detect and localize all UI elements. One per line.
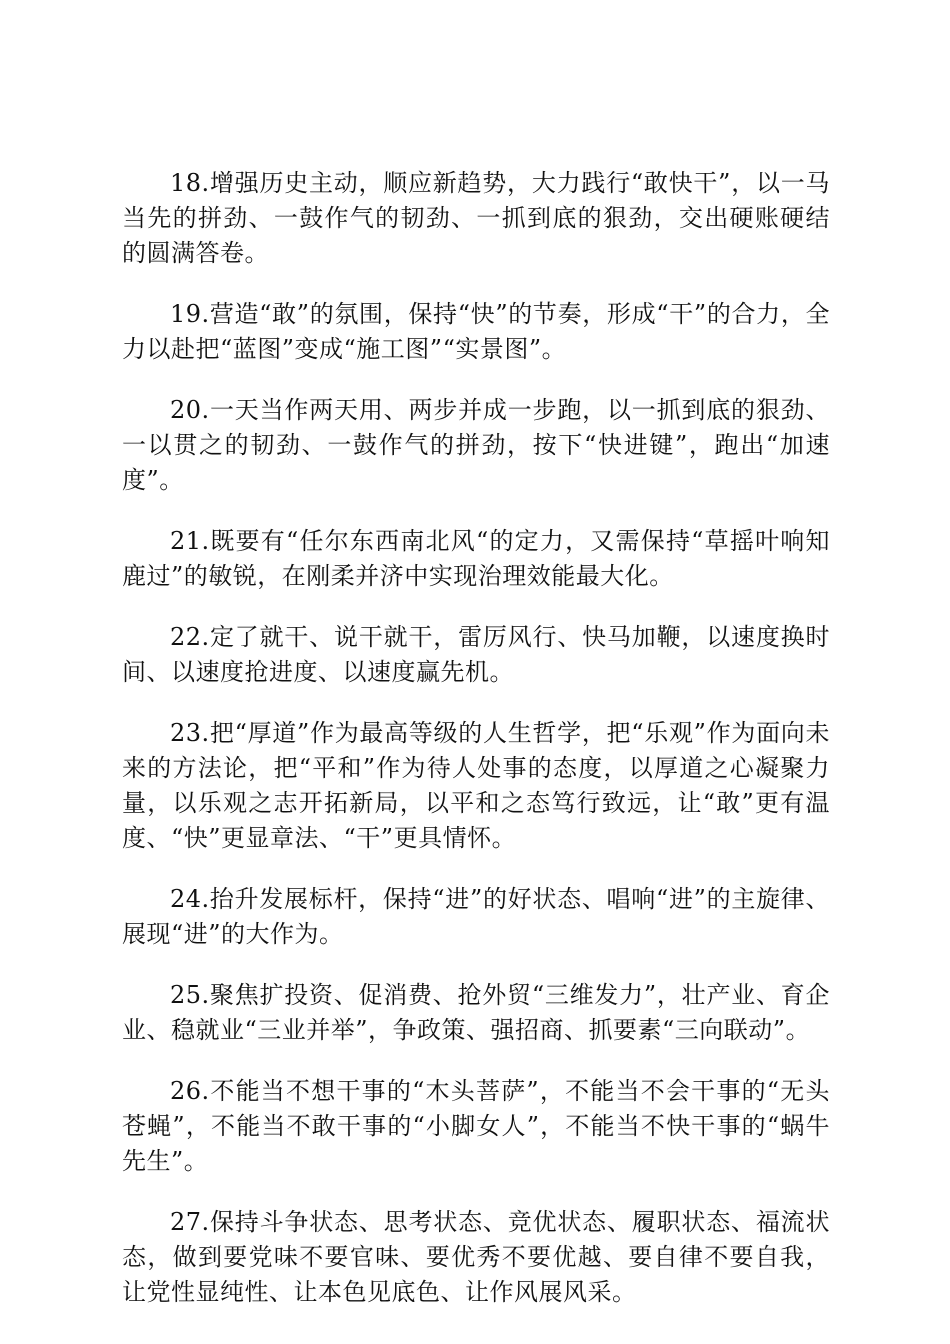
paragraph-20: 20.一天当作两天用、两步并成一步跑，以一抓到底的狠劲、一以贯之的韧劲、一鼓作气的拼劲，按下“快进键”，跑出“加速度”。 [122,396,830,494]
paragraph-27: 27.保持斗争状态、思考状态、竞优状态、履职状态、福流状态，做到要党味不要官味、要优秀不要优越、要自律不要自我，让党性显纯性、让本色见底色、让作风展风采。 [122,1208,830,1306]
paragraph-25: 25.聚焦扩投资、促消费、抢外贸“三维发力”，壮产业、育企业、稳就业“三业并举”，争政策、强招商、抓要素“三向联动”。 [122,981,830,1044]
paragraph-23: 23.把“厚道”作为最高等级的人生哲学，把“乐观”作为面向未来的方法论，把“平和”作为待人处事的态度，以厚道之心凝聚力量，以乐观之志开拓新局，以平和之态笃行致远，让“敢”更有温度、“快”更显章法、“干”更具情怀。 [122,719,830,852]
paragraph-19: 19.营造“敢”的氛围，保持“快”的节奏，形成“干”的合力，全力以赴把“蓝图”变成“施工图”“实景图”。 [122,300,830,363]
paragraph-18: 18.增强历史主动，顺应新趋势，大力践行“敢快干”，以一马当先的拼劲、一鼓作气的韧劲、一抓到底的狠劲，交出硬账硬结的圆满答卷。 [122,169,830,267]
document-body [122,166,830,1336]
paragraph-24: 24.抬升发展标杆，保持“进”的好状态、唱响“进”的主旋律、展现“进”的大作为。 [122,885,830,948]
paragraph-22: 22.定了就干、说干就干，雷厉风行、快马加鞭，以速度换时间、以速度抢进度、以速度赢先机。 [122,623,830,686]
paragraph-26: 26.不能当不想干事的“木头菩萨”，不能当不会干事的“无头苍蝇”，不能当不敢干事的“小脚女人”，不能当不快干事的“蜗牛先生”。 [122,1077,830,1175]
paragraph-21: 21.既要有“任尔东西南北风“的定力，又需保持“草摇叶响知鹿过”的敏锐，在刚柔并济中实现治理效能最大化。 [122,527,830,590]
